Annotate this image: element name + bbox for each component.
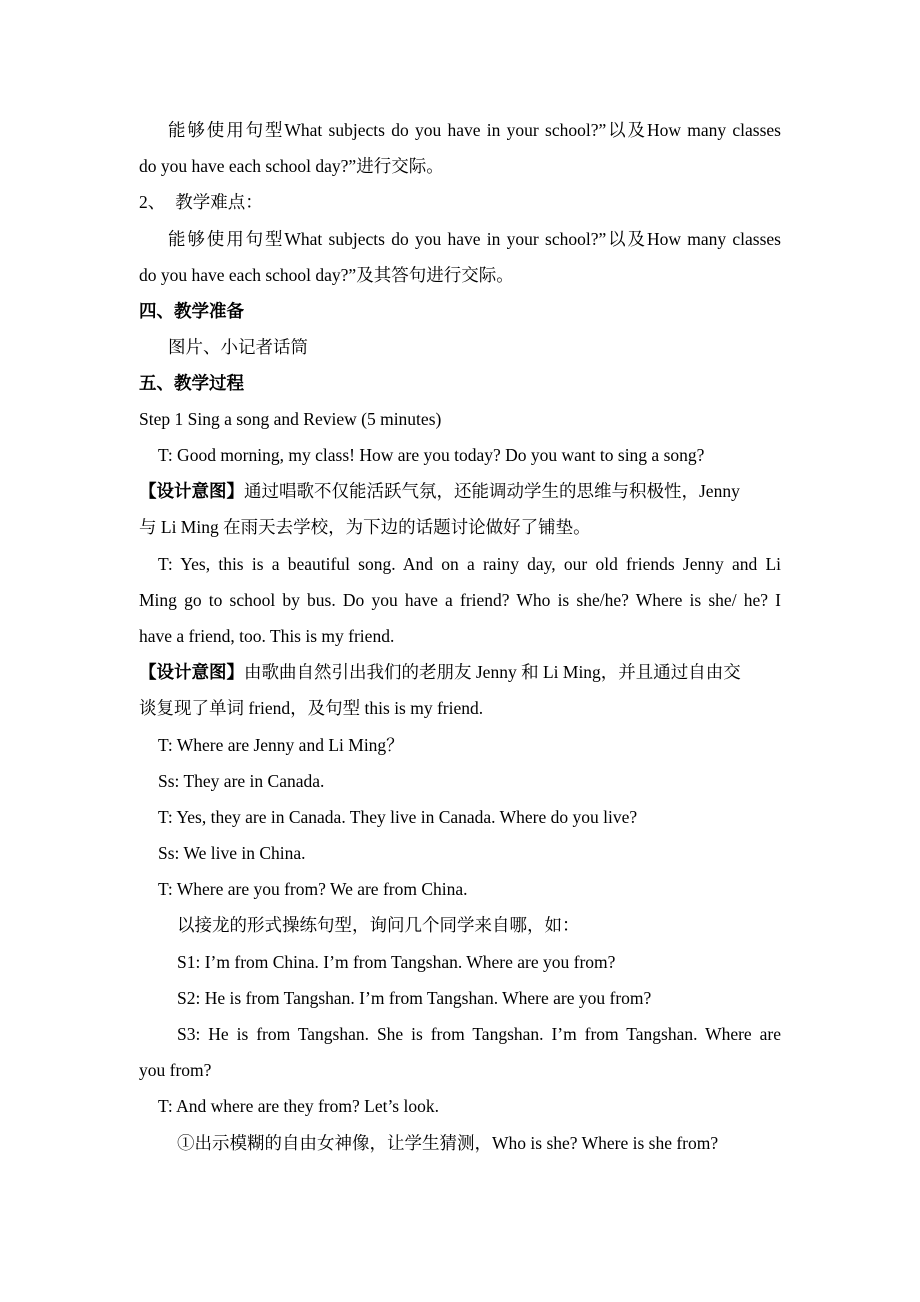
teacher-look-line: T: And where are they from? Let’s look. [158,1096,439,1116]
key-points-line-1: 能够使用句型What subjects do you have in your school?”以及How many classes [168,120,781,140]
difficult-line-2: do you have each school day?”及其答句进行交际。 [139,265,514,285]
students-canada-answer: Ss: They are in Canada. [158,771,325,791]
teacher-where-question: T: Where are Jenny and Li Ming？ [158,735,404,755]
design-intent-1-text: 通过唱歌不仅能活跃气氛，还能调动学生的思维与积极性，Jenny [244,481,740,501]
teacher-song-line-3: have a friend, too. This is my friend. [139,626,395,646]
design-intent-2-line-2: 谈复现了单词 friend，及句型 this is my friend. [139,698,484,718]
student-2-line: S2: He is from Tangshan. I’m from Tangshan. Where are you from? [177,988,652,1008]
difficult-label: 教学难点： [175,192,263,212]
section-4-heading: 四、教学准备 [139,301,244,321]
design-intent-tag: 【设计意图】 [139,662,244,682]
difficult-number: 2、 [139,192,166,212]
step-1-heading: Step 1 Sing a song and Review (5 minutes) [139,409,442,429]
difficult-line-1: 能够使用句型What subjects do you have in your school?”以及How many classes [168,229,781,249]
teacher-song-line-2: Ming go to school by bus. Do you have a friend? Who is she/he? Where is she/ he? I [139,590,781,610]
difficult-heading [139,190,263,214]
teacher-from-line: T: Where are you from? We are from China. [158,879,468,899]
chain-drill-instruction: 以接龙的形式操练句型，询问几个同学来自哪，如： [177,915,580,935]
design-intent-tag: 【设计意图】 [139,481,244,501]
student-1-line: S1: I’m from China. I’m from Tangshan. Where are you from? [177,952,616,972]
students-china-answer: Ss: We live in China. [158,843,306,863]
teacher-canada-line: T: Yes, they are in Canada. They live in Canada. Where do you live? [158,807,638,827]
section-4-body: 图片、小记者话筒 [168,337,308,357]
design-intent-2-line-1 [139,660,781,684]
teacher-song-line-1: T: Yes, this is a beautiful song. And on a rainy day, our old friends Jenny and Li [158,554,781,574]
design-intent-1-line-2: 与 Li Ming 在雨天去学校，为下边的话题讨论做好了铺垫。 [139,517,591,537]
design-intent-1-line-1 [139,479,781,503]
design-intent-2-text: 由歌曲自然引出我们的老朋友 Jenny 和 Li Ming，并且通过自由交 [244,662,741,682]
student-3-line-1: S3: He is from Tangshan. She is from Tangshan. I’m from Tangshan. Where are [177,1024,781,1044]
teacher-greeting: T: Good morning, my class! How are you today? Do you want to sing a song? [158,445,705,465]
student-3-line-2: you from? [139,1060,212,1080]
key-points-line-2: do you have each school day?”进行交际。 [139,156,444,176]
statue-guess-line: ①出示模糊的自由女神像，让学生猜测，Who is she? Where is she from? [177,1133,719,1153]
section-5-heading: 五、教学过程 [139,373,244,393]
